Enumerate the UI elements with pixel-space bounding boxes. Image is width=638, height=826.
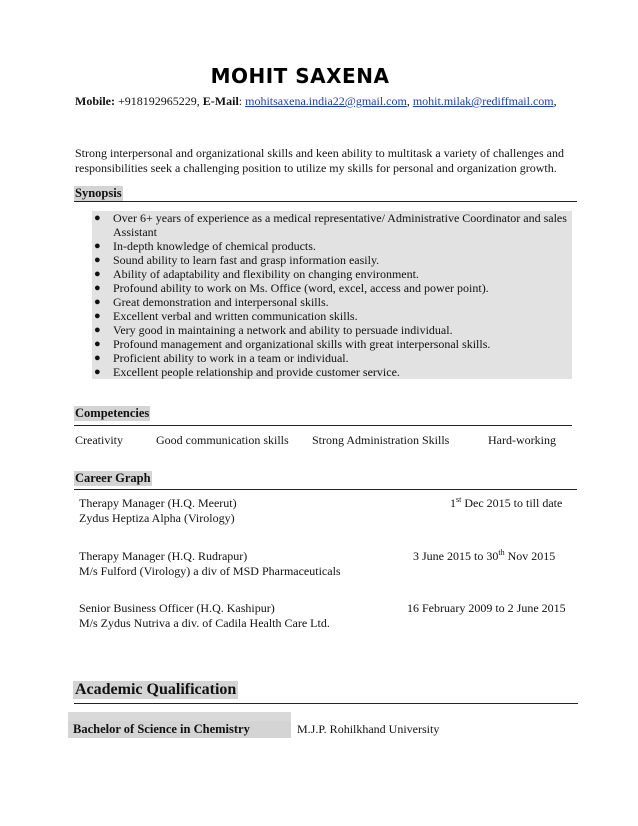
bullet-icon: ●: [94, 324, 101, 336]
mobile-number: +918192965229,: [118, 94, 200, 108]
bullet-icon: ●: [94, 366, 101, 378]
academic-heading: Academic Qualification: [75, 681, 237, 698]
degree-name: Bachelor of Science in Chemistry: [68, 721, 291, 738]
list-item: ● Sound ability to learn fast and grasp information easily.: [92, 253, 572, 267]
job-company: M/s Fulford (Virology) a div of MSD Pharmaceuticals: [79, 564, 341, 578]
degree-shade: [68, 712, 291, 721]
list-item: ● Proficient ability to work in a team or individual.: [92, 351, 572, 365]
list-item: ● Excellent verbal and written communication skills.: [92, 309, 572, 323]
objective-text: Strong interpersonal and organizational skills and keen ability to multitask a variety of challenges and responsibilities seek a challenging position to utilize my skills for personal and organization growth.: [75, 146, 564, 175]
list-item: ● Great demonstration and interpersonal skills.: [92, 295, 572, 309]
list-item: ● In-depth knowledge of chemical products.: [92, 239, 572, 253]
bullet-icon: ●: [94, 296, 101, 308]
job-dates: 1st Dec 2015 to till date: [450, 495, 563, 510]
bullet-icon: ●: [94, 352, 101, 364]
competency-item: Hard-working: [488, 433, 556, 447]
job-entry: [79, 601, 330, 631]
job-company: M/s Zydus Nutriva a div. of Cadila Health Care Ltd.: [79, 616, 330, 630]
list-item: ● Ability of adaptability and flexibility on changing environment.: [92, 267, 572, 281]
bullet-icon: ●: [94, 212, 101, 224]
job-dates: 3 June 2015 to 30th Nov 2015: [413, 548, 556, 563]
list-item: ● Excellent people relationship and provide customer service.: [92, 365, 572, 379]
job-dates: 16 February 2009 to 2 June 2015: [407, 601, 566, 615]
job-title: Senior Business Officer (H.Q. Kashipur): [79, 601, 275, 615]
bullet-icon: ●: [94, 310, 101, 322]
email-link-2[interactable]: mohit.milak@rediffmail.com: [412, 94, 554, 108]
email-label: E-Mail: [202, 94, 239, 108]
job-company: Zydus Heptiza Alpha (Virology): [79, 511, 235, 525]
job-entry: [79, 496, 237, 526]
job-title: Therapy Manager (H.Q. Meerut): [79, 496, 237, 510]
bullet-icon: ●: [94, 282, 101, 294]
competency-item: Creativity: [75, 433, 123, 447]
list-item: ● Profound ability to work on Ms. Office (word, excel, access and power point).: [92, 281, 572, 295]
academic-divider: [74, 703, 578, 704]
synopsis-list: [92, 211, 572, 379]
competencies-divider: [74, 425, 572, 426]
list-item: ● Over 6+ years of experience as a medical representative/ Administrative Coordinator and sales Assistant: [92, 211, 572, 239]
job-title: Therapy Manager (H.Q. Rudrapur): [79, 549, 248, 563]
mobile-label: Mobile:: [75, 94, 115, 108]
competency-item: Strong Administration Skills: [312, 433, 450, 447]
list-item: ● Very good in maintaining a network and ability to persuade individual.: [92, 323, 572, 337]
list-item: ● Profound management and organizational skills with great interpersonal skills.: [92, 337, 572, 351]
bullet-icon: ●: [94, 268, 101, 280]
synopsis-divider: [74, 201, 577, 202]
competency-item: Good communication skills: [156, 433, 289, 447]
contact-line: Mobile: +918192965229, E-Mail: mohitsaxena.india22@gmail.com, mohit.milak@rediffmail.com,: [75, 94, 557, 108]
synopsis-heading: Synopsis: [75, 186, 122, 200]
career-heading: Career Graph: [75, 471, 151, 485]
job-entry: [79, 549, 341, 579]
bullet-icon: ●: [94, 254, 101, 266]
competencies-heading: Competencies: [75, 406, 150, 420]
university-name: M.J.P. Rohilkhand University: [297, 722, 440, 736]
candidate-name: MOHIT SAXENA: [210, 64, 390, 88]
bullet-icon: ●: [94, 338, 101, 350]
email-link-1[interactable]: mohitsaxena.india22@gmail.com: [245, 94, 407, 108]
career-divider: [74, 489, 577, 490]
bullet-icon: ●: [94, 240, 101, 252]
